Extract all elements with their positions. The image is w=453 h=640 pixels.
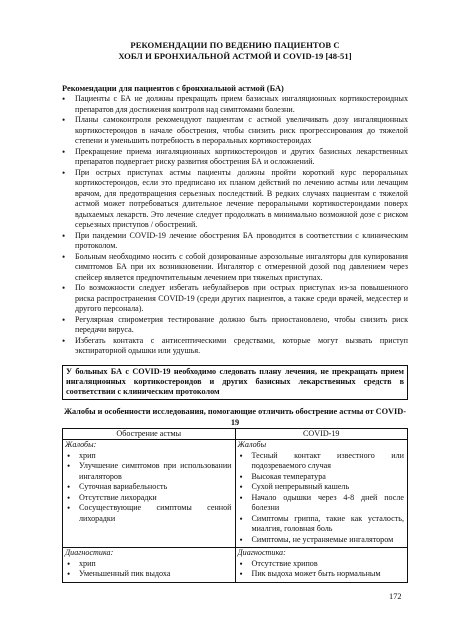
column-header-asthma: Обострение астмы bbox=[63, 428, 236, 439]
list-item: • Пик выдоха может быть нормальным bbox=[238, 569, 405, 580]
diagnostics-asthma-cell bbox=[63, 548, 236, 582]
section-label: Жалобы: bbox=[65, 440, 97, 450]
list-item: • Уменьшенный пик выдоха bbox=[65, 569, 232, 580]
title-line-1: РЕКОМЕНДАЦИИ ПО ВЕДЕНИЮ ПАЦИЕНТОВ С bbox=[130, 40, 340, 50]
diagnostics-asthma-list bbox=[65, 559, 232, 580]
complaints-asthma-list bbox=[65, 451, 232, 525]
diagnostics-covid-cell bbox=[235, 548, 408, 582]
section-label: Диагностика: bbox=[237, 548, 286, 558]
section-label: Диагностика: bbox=[65, 548, 114, 558]
recommendations-list bbox=[62, 94, 408, 357]
complaints-asthma-cell bbox=[63, 440, 236, 548]
list-item: • Тесный контакт известного или подозреваемого случая bbox=[238, 451, 405, 472]
comparison-table bbox=[62, 428, 408, 583]
list-item: • Симптомы гриппа, такие как усталость, миалгия, головная боль bbox=[238, 514, 405, 535]
list-item: • Больным необходимо носить с собой дозированные аэрозольные ингаляторы для купирования симптомов БА при их возникновении. Ингалятор с отмеренной дозой под давлением через спейсер является предпочтительным лечением при тяжелых приступах. bbox=[62, 252, 408, 284]
section-heading: Рекомендации для пациентов с бронхиальной астмой (БА) bbox=[62, 84, 284, 93]
list-item: • Симптомы, не устраняемые ингалятором bbox=[238, 535, 405, 546]
callout-box: У больных БА с COVID-19 необходимо следовать плану лечения, не прекращать прием ингаляционных кортикостероидов и других базисных лекарственных средств в соответствии с клиническим протоколом bbox=[62, 365, 408, 401]
document-title bbox=[62, 40, 408, 62]
list-item: • Планы самоконтроля рекомендуют пациентам с астмой увеличивать дозу ингаляционных кортикостероидов в начале обострения, чтобы снизить риск прогрессирования до тяжелой степени и уменьшить потребность в пероральных кортикостероидах bbox=[62, 115, 408, 147]
list-item: • Пациенты с БА не должны прекращать прием базисных ингаляционных кортикостероидных препаратов для достижения контроля над симптомами болезни. bbox=[62, 94, 408, 115]
list-item: • Суточная вариабельность bbox=[65, 482, 232, 493]
list-item: • Сухой непрерывный кашель bbox=[238, 482, 405, 493]
list-item: • Сосуществующие симптомы сенной лихорадки bbox=[65, 503, 232, 524]
list-item: • Отсутствие хрипов bbox=[238, 559, 405, 570]
table-header-row bbox=[63, 428, 408, 439]
list-item: • Прекращение приема ингаляционных кортикостероидов и других базисных лекарственных препаратов подвергает риску развития обострения БА и осложнений. bbox=[62, 147, 408, 168]
section-label: Жалобы bbox=[237, 440, 267, 450]
table-row bbox=[63, 548, 408, 582]
list-item: • Начало одышки через 4-8 дней после болезни bbox=[238, 493, 405, 514]
list-item: • Высокая температура bbox=[238, 472, 405, 483]
list-item: • Избегать контакта с антисептическими средствами, которые могут вызвать приступ экспираторной одышки или удушья. bbox=[62, 336, 408, 357]
list-item: • По возможности следует избегать небулайзеров при острых приступах из-за повышенного риска распространения COVID-19 (среди других пациентов, а также среди врачей, медсестер и другого персонала). bbox=[62, 283, 408, 315]
diagnostics-covid-list bbox=[238, 559, 405, 580]
table-title: Жалобы и особенности исследования, помогающие отличить обострение астмы от COVID-19 bbox=[63, 407, 407, 427]
list-item: • Отсутствие лихорадки bbox=[65, 493, 232, 504]
document-page bbox=[62, 40, 408, 583]
title-line-2: ХОБЛ И БРОНХИАЛЬНОЙ АСТМОЙ И COVID-19 [48-51] bbox=[118, 51, 352, 61]
complaints-covid-cell bbox=[235, 440, 408, 548]
complaints-covid-list bbox=[238, 451, 405, 546]
list-item: • хрип bbox=[65, 451, 232, 462]
table-row bbox=[63, 440, 408, 548]
column-header-covid: COVID-19 bbox=[235, 428, 408, 439]
list-item: • При острых приступах астмы пациенты должны пройти короткий курс пероральных кортикостероидов, если это предписано их планом действий по лечению астмы или лечащим врачом, для предотвращения серьезных последствий. В редких случаях пациентам с тяжелой астмой может потребоваться длительное лечение пероральными кортикостероидами поверх вдыхаемых лекарств. Это лечение следует продолжать в минимально возможной дозе с риском серьезных приступов / обострений. bbox=[62, 168, 408, 231]
list-item: • хрип bbox=[65, 559, 232, 570]
list-item: • При пандемии COVID-19 лечение обострения БА проводится в соответствии с клиническим протоколом. bbox=[62, 231, 408, 252]
list-item: • Регулярная спирометрия тестирование должно быть приостановлено, чтобы снизить риск передачи вируса. bbox=[62, 315, 408, 336]
list-item: • Улучшение симптомов при использовании ингаляторов bbox=[65, 461, 232, 482]
page-number: 172 bbox=[389, 592, 402, 601]
